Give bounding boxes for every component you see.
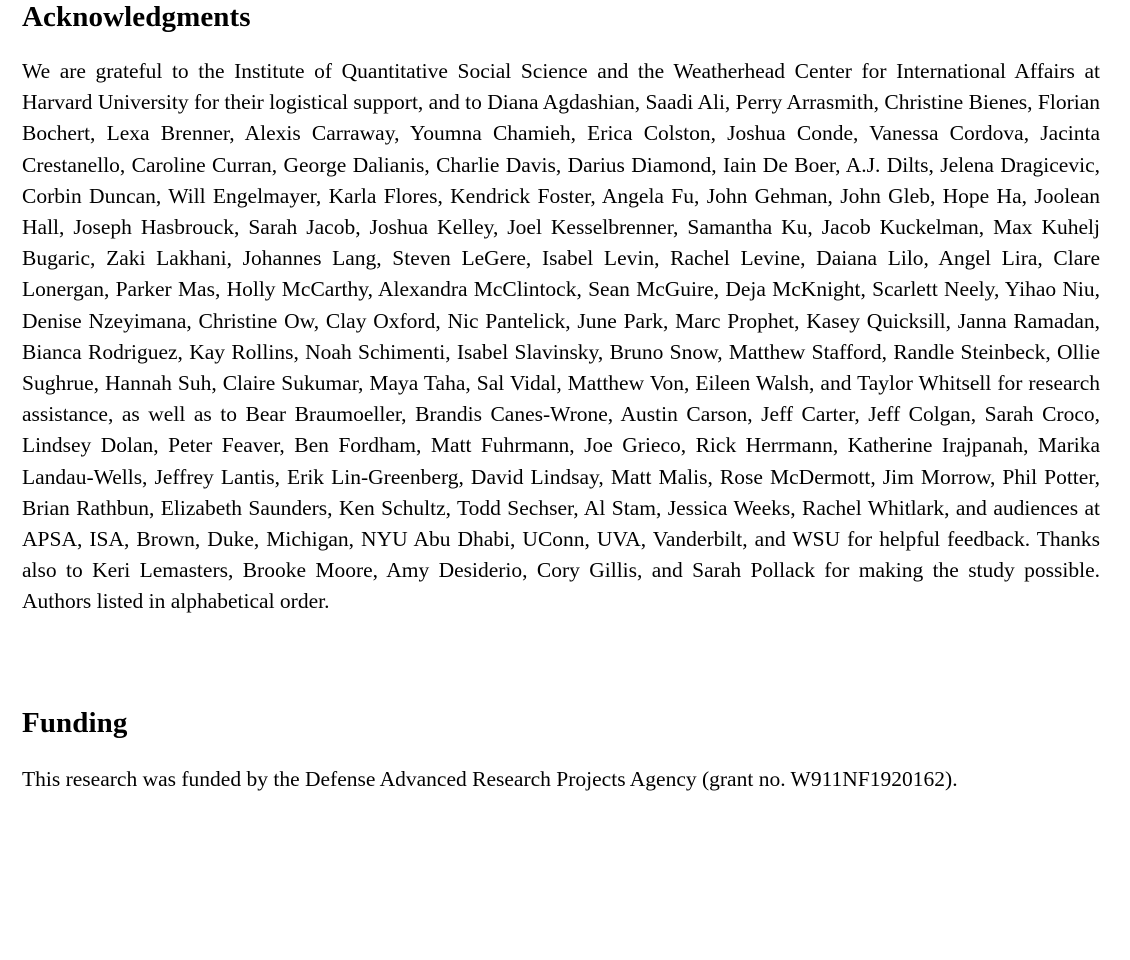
acknowledgments-heading: Acknowledgments xyxy=(22,1,251,33)
funding-heading: Funding xyxy=(22,706,128,739)
acknowledgments-paragraph: We are grateful to the Institute of Quantitative Social Science and the Weatherhead Center for International Affairs at Harvard University for their logistical support, and to Diana Agdashian, Saadi Ali, Perry Arrasmith, Christine Bienes, Florian Bochert, Lexa Brenner, Alexis Carraway, Youmna Chamieh, Erica Colston, Joshua Conde, Vanessa Cordova, Jacinta Crestanello, Caroline Curran, George Dalianis, Charlie Davis, Darius Diamond, Iain De Boer, A.J. Dilts, Jelena Dragicevic, Corbin Duncan, Will Engelmayer, Karla Flores, Kendrick Foster, Angela Fu, John Gehman, John Gleb, Hope Ha, Joolean Hall, Joseph Hasbrouck, Sarah Jacob, Joshua Kelley, Joel Kesselbrenner, Samantha Ku, Jacob Kuckelman, Max Kuhelj Bugaric, Zaki Lakhani, Johannes Lang, Steven LeGere, Isabel Levin, Rachel Levine, Daiana Lilo, Angel Lira, Clare Lonergan, Parker Mas, Holly McCarthy, Alexandra McClintock, Sean McGuire, Deja McKnight, Scarlett Neely, Yihao Niu, Denise Nzeyimana, Christine Ow, Clay Oxford, Nic Pantelick, June Park, Marc Prophet, Kasey Quicksill, Janna Ramadan, Bianca Rodriguez, Kay Rollins, Noah Schimenti, Isabel Slavinsky, Bruno Snow, Matthew Stafford, Randle Steinbeck, Ollie Sughrue, Hannah Suh, Claire Sukumar, Maya Taha, Sal Vidal, Matthew Von, Eileen Walsh, and Taylor Whitsell for research assistance, as well as to Bear Braumoeller, Brandis Canes-Wrone, Austin Carson, Jeff Carter, Jeff Colgan, Sarah Croco, Lindsey Dolan, Peter Feaver, Ben Fordham, Matt Fuhrmann, Joe Grieco, Rick Herrmann, Katherine Irajpanah, Marika Landau-Wells, Jeffrey Lantis, Erik Lin-Greenberg, David Lindsay, Matt Malis, Rose McDermott, Jim Morrow, Phil Potter, Brian Rathbun, Elizabeth Saunders, Ken Schultz, Todd Sechser, Al Stam, Jessica Weeks, Rachel Whitlark, and audiences at APSA, ISA, Brown, Duke, Michigan, NYU Abu Dhabi, UConn, UVA, Vanderbilt, and WSU for helpful feedback. Thanks also to Keri Lemasters, Brooke Moore, Amy Desiderio, Cory Gillis, and Sarah Pollack for making the study possible. Authors listed in alphabetical order. xyxy=(22,58,1100,614)
funding-paragraph: This research was funded by the Defense Advanced Research Projects Agency (grant no. W911NF1920162). xyxy=(22,767,958,792)
